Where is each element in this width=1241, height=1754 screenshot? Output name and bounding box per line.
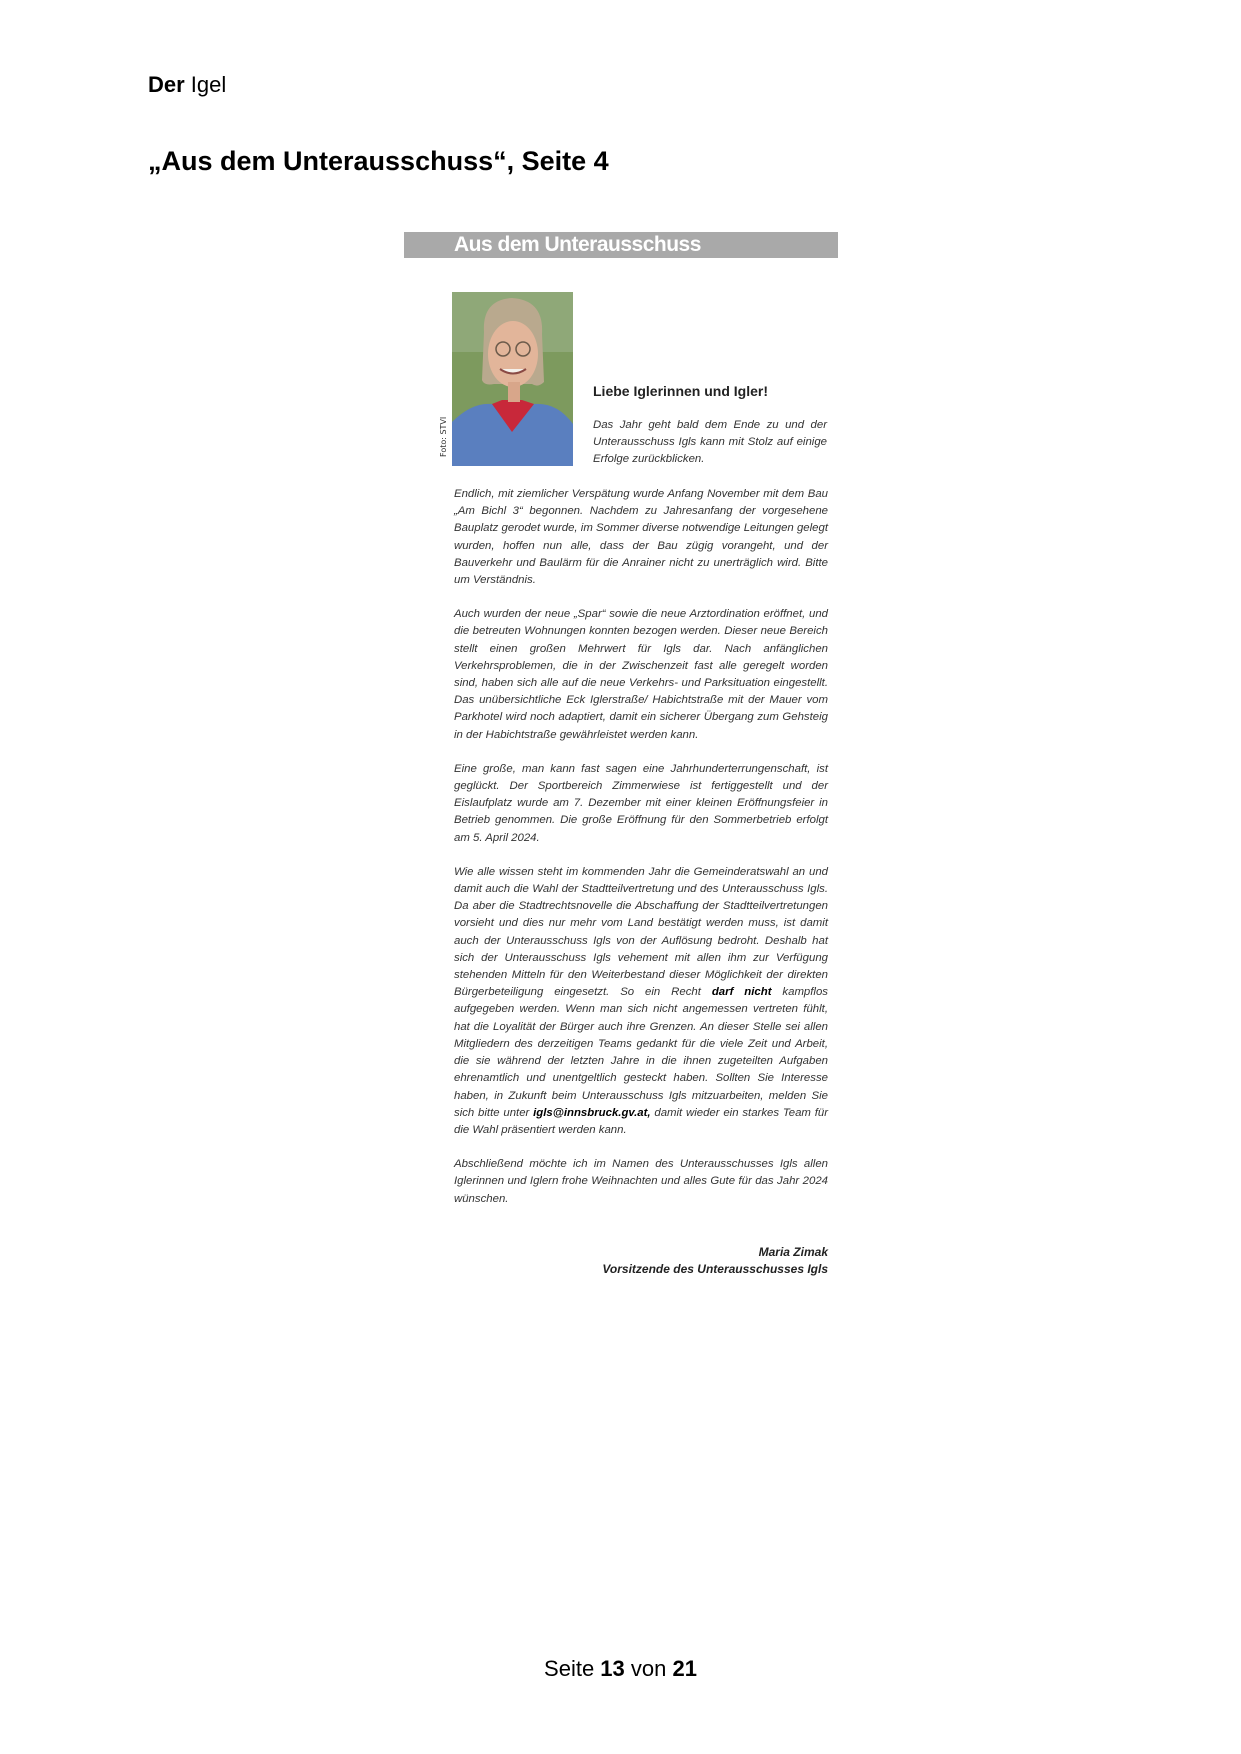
clipping-banner — [404, 232, 838, 258]
document-header — [148, 72, 226, 98]
paragraph-closing: Abschließend möchte ich im Namen des Unterausschusses Igls allen Iglerinnen und Iglern frohe Weihnachten und alles Gute für das Jahr 2024 wünschen. — [454, 1158, 828, 1205]
author-photo — [452, 292, 573, 466]
paragraph-spar: Auch wurden der neue „Spar“ sowie die neue Arztordination eröffnet, und die betreuten Wohnungen konnten bezogen werden. Dieser neue Bereich stellt einen großen Mehrwert für Igls dar. Nach anfänglichen Verkehrsproblemen, die in der Zwischenzeit fast alle geregelt worden sind, haben sich alle auf die neue Verkehrs- und Parksituation eingestellt. Das unübersichtliche Eck Iglerstraße/ Habichtstraße mit der Mauer vom Parkhotel wird noch adaptiert, damit ein sicherer Übergang zum Gehsteig in der Habichtstraße gewährleistet werden kann. — [454, 608, 828, 741]
header-rest: Igel — [184, 72, 227, 97]
author-portrait-image — [452, 292, 573, 466]
contact-email: igls@innsbruck.gv.at, — [533, 1106, 651, 1119]
footer-middle: von — [624, 1656, 673, 1681]
signature-block — [454, 1244, 828, 1278]
article-body — [454, 486, 828, 1225]
paragraph-construction: Endlich, mit ziemlicher Verspätung wurde Anfang November mit dem Bau „Am Bichl 3“ begonnen. Nachdem zu Jahresanfang der vorgesehene Bauplatz gerodet wurde, im Sommer diverse notwendige Leitungen gelegt wurden, hoffen nun alle, dass der Bau zügig vorangeht, und der Bauverkehr und Baulärm für die Anrainer nicht zu unerträglich wird. Bitte um Verständnis. — [454, 488, 828, 587]
paragraph-election-c: damit wieder ein starkes Team für die Wahl präsentiert werden kann. — [454, 1106, 828, 1136]
intro-paragraph: Das Jahr geht bald dem Ende zu und der Unterausschuss Igls kann mit Stolz auf einige Erfolge zurückblicken. — [593, 419, 827, 465]
footer-prefix: Seite — [544, 1656, 601, 1681]
photo-credit: Foto: STVI — [439, 416, 448, 457]
header-bold: Der — [148, 72, 185, 97]
paragraph-sports: Eine große, man kann fast sagen eine Jahrhunderterrungenschaft, ist geglückt. Der Sportbereich Zimmerwiese ist fertiggestellt und der Eislaufplatz wurde am 7. Dezember mit einer kleinen Eröffnungsfeier in Betrieb genommen. Die große Eröffnung für den Sommerbetrieb erfolgt am 5. April 2024. — [454, 762, 828, 844]
signature-role: Vorsitzende des Unterausschusses Igls — [602, 1262, 828, 1276]
document-title: „Aus dem Unterausschuss“, Seite 4 — [148, 146, 609, 176]
paragraph-election — [454, 864, 828, 1139]
paragraph-election-b: kampflos aufgegeben werden. Wenn man sich nicht angemessen vertreten fühlt, hat die Loyalität der Bürger auch ihre Grenzen. An dieser Stelle sei allen Mitgliedern des derzeitigen Teams gedankt für die viele Zeit und Arbeit, die sie während der letzten Jahre in die ihnen zugeteilten Aufgaben ehrenamtlich und unentgeltlich gesteckt haben. Sollten Sie Interesse haben, in Zukunft beim Unterausschuss Igls mitzuarbeiten, melden Sie sich bitte unter — [454, 986, 828, 1119]
greeting: Liebe Iglerinnen und Igler! — [593, 383, 769, 399]
footer-page-total: 21 — [672, 1656, 697, 1681]
footer-page-number: 13 — [600, 1656, 625, 1681]
page-footer — [0, 1656, 1241, 1682]
signature-name: Maria Zimak — [758, 1245, 828, 1259]
paragraph-election-a: Wie alle wissen steht im kommenden Jahr die Gemeinderatswahl an und damit auch die Wahl der Stadtteilvertretung und des Unterausschuss Igls. Da aber die Stadtrechtsnovelle die Abschaffung der Stadtteilvertretungen vorsieht und dies nur mehr vom Land bestätigt werden muss, ist damit auch der Unterausschuss Igls von der Auflösung bedroht. Deshalb hat sich der Unterausschuss Igls vehement mit allen ihm zur Verfügung stehenden Mitteln für den Weiterbestand dieser Möglichkeit der direkten Bürgerbeteiligung eingesetzt. So ein Recht — [454, 865, 828, 999]
clipping-banner-text: Aus dem Unterausschuss — [454, 233, 701, 256]
emphasis-darf-nicht: darf nicht — [711, 986, 772, 999]
